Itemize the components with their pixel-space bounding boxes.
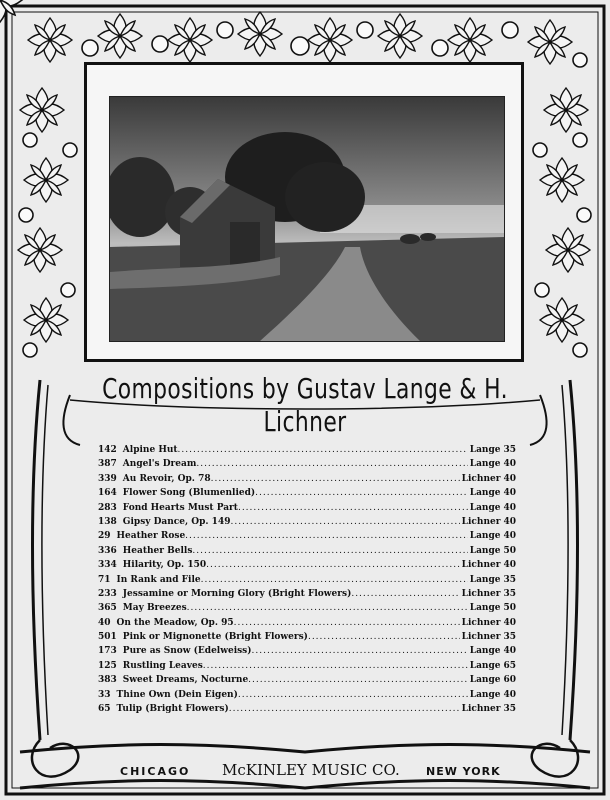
composition-title: Jessamine or Morning Glory (Bright Flowers) (122, 588, 352, 599)
price: 40 (503, 516, 516, 527)
composer-name: Lange (469, 531, 501, 542)
list-item (98, 644, 516, 658)
list-item (98, 529, 516, 543)
list-item (98, 601, 516, 615)
composition-title: Pink or Mignonette (Bright Flowers) (122, 632, 308, 643)
catalog-number: 283 (98, 502, 117, 513)
price: 40 (503, 689, 516, 700)
catalog-number: 339 (98, 473, 117, 484)
leader-dots (185, 529, 468, 543)
composer-name: Lange (469, 603, 501, 614)
publisher-name: McKINLEY MUSIC CO. (222, 761, 400, 779)
list-item (98, 616, 516, 630)
composer-name: Lange (469, 660, 501, 671)
picture-mat (84, 62, 524, 362)
list-item (98, 544, 516, 558)
list-item (98, 688, 516, 702)
price: 40 (503, 502, 516, 513)
list-item (98, 443, 516, 457)
list-item (98, 659, 516, 673)
composer-name: Lichner (461, 560, 501, 571)
catalog-number: 365 (98, 603, 117, 614)
publisher-footer (0, 760, 610, 784)
leader-dots (308, 630, 460, 644)
composer-name: Lange (469, 574, 501, 585)
price: 50 (503, 603, 516, 614)
composition-title: Au Revoir, Op. 78 (122, 473, 211, 484)
price: 40 (503, 459, 516, 470)
composition-title: Flower Song (Blumenlied) (122, 488, 256, 499)
price: 35 (503, 704, 516, 715)
list-item (98, 457, 516, 471)
composition-title: On the Meadow, Op. 95 (116, 617, 234, 628)
price: 35 (503, 574, 516, 585)
price: 40 (503, 531, 516, 542)
footer-city-left: CHICAGO (120, 765, 191, 778)
catalog-number: 33 (98, 689, 111, 700)
leader-dots (187, 601, 468, 615)
leader-dots (211, 472, 460, 486)
leader-dots (238, 688, 468, 702)
composer-name: Lange (469, 459, 501, 470)
composition-title: May Breezes (122, 603, 187, 614)
leader-dots (252, 644, 468, 658)
composition-title: Heather Rose (116, 531, 186, 542)
price: 35 (503, 632, 516, 643)
composition-title: In Rank and File (116, 574, 201, 585)
composition-title: Fond Hearts Must Part (122, 502, 238, 513)
price: 35 (503, 588, 516, 599)
leader-dots (230, 515, 459, 529)
list-item (98, 558, 516, 572)
list-item (98, 472, 516, 486)
composer-name: Lange (469, 675, 501, 686)
list-item (98, 673, 516, 687)
composition-title: Rustling Leaves (122, 660, 203, 671)
list-item (98, 630, 516, 644)
catalog-number: 142 (98, 445, 117, 455)
leader-dots (238, 501, 468, 515)
leader-dots (206, 558, 460, 572)
composer-name: Lichner (461, 516, 501, 527)
composition-title: Heather Bells (122, 545, 193, 556)
list-item (98, 486, 516, 500)
catalog-number: 383 (98, 675, 117, 686)
price: 40 (503, 646, 516, 657)
composer-name: Lange (469, 488, 501, 499)
leader-dots (248, 673, 468, 687)
footer-city-right: NEW YORK (426, 765, 501, 778)
landscape-engraving (109, 96, 505, 342)
catalog-number: 173 (98, 646, 117, 657)
price: 65 (503, 660, 516, 671)
composer-name: Lichner (461, 704, 501, 715)
composer-name: Lichner (461, 617, 501, 628)
composer-name: Lange (469, 646, 501, 657)
leader-dots (203, 659, 468, 673)
leader-dots (196, 457, 467, 471)
composer-name: Lange (469, 545, 501, 556)
catalog-number: 65 (98, 704, 111, 715)
catalog-number: 29 (98, 531, 111, 542)
price: 40 (503, 473, 516, 484)
leader-dots (201, 573, 468, 587)
catalog-number: 125 (98, 660, 117, 671)
list-item (98, 501, 516, 515)
catalog-number: 387 (98, 459, 117, 470)
catalog-number: 40 (98, 617, 111, 628)
composition-list (98, 443, 516, 716)
leader-dots (229, 702, 460, 716)
catalog-number: 164 (98, 488, 117, 499)
leader-dots (192, 544, 467, 558)
list-item (98, 573, 516, 587)
composer-name: Lange (469, 502, 501, 513)
price: 40 (503, 488, 516, 499)
leader-dots (351, 587, 459, 601)
price: 40 (503, 560, 516, 571)
price: 60 (503, 675, 516, 686)
leader-dots (255, 486, 468, 500)
composer-name: Lichner (461, 632, 501, 643)
composer-name: Lange (469, 689, 501, 700)
catalog-number: 233 (98, 588, 117, 599)
page-title: Compositions by Gustav Lange & H. Lichner (102, 372, 508, 438)
composition-title: Sweet Dreams, Nocturne (122, 675, 249, 686)
catalog-number: 336 (98, 545, 117, 556)
composition-title: Gipsy Dance, Op. 149 (122, 516, 231, 527)
catalog-number: 71 (98, 574, 111, 585)
composer-name: Lange (469, 445, 501, 455)
composer-name: Lichner (461, 473, 501, 484)
list-item (98, 702, 516, 716)
composition-title: Hilarity, Op. 150 (122, 560, 207, 571)
composition-title: Thine Own (Dein Eigen) (116, 689, 238, 700)
catalog-number: 334 (98, 560, 117, 571)
price: 35 (503, 445, 516, 455)
catalog-number: 501 (98, 632, 117, 643)
composition-title: Alpine Hut (122, 445, 178, 455)
leader-dots (178, 443, 468, 457)
list-item (98, 515, 516, 529)
catalog-number: 138 (98, 516, 117, 527)
composer-name: Lichner (461, 588, 501, 599)
composition-title: Pure as Snow (Edelweiss) (122, 646, 252, 657)
price: 50 (503, 545, 516, 556)
composition-title: Tulip (Bright Flowers) (116, 704, 229, 715)
list-item (98, 587, 516, 601)
composition-title: Angel's Dream (122, 459, 197, 470)
price: 40 (503, 617, 516, 628)
leader-dots (234, 616, 460, 630)
